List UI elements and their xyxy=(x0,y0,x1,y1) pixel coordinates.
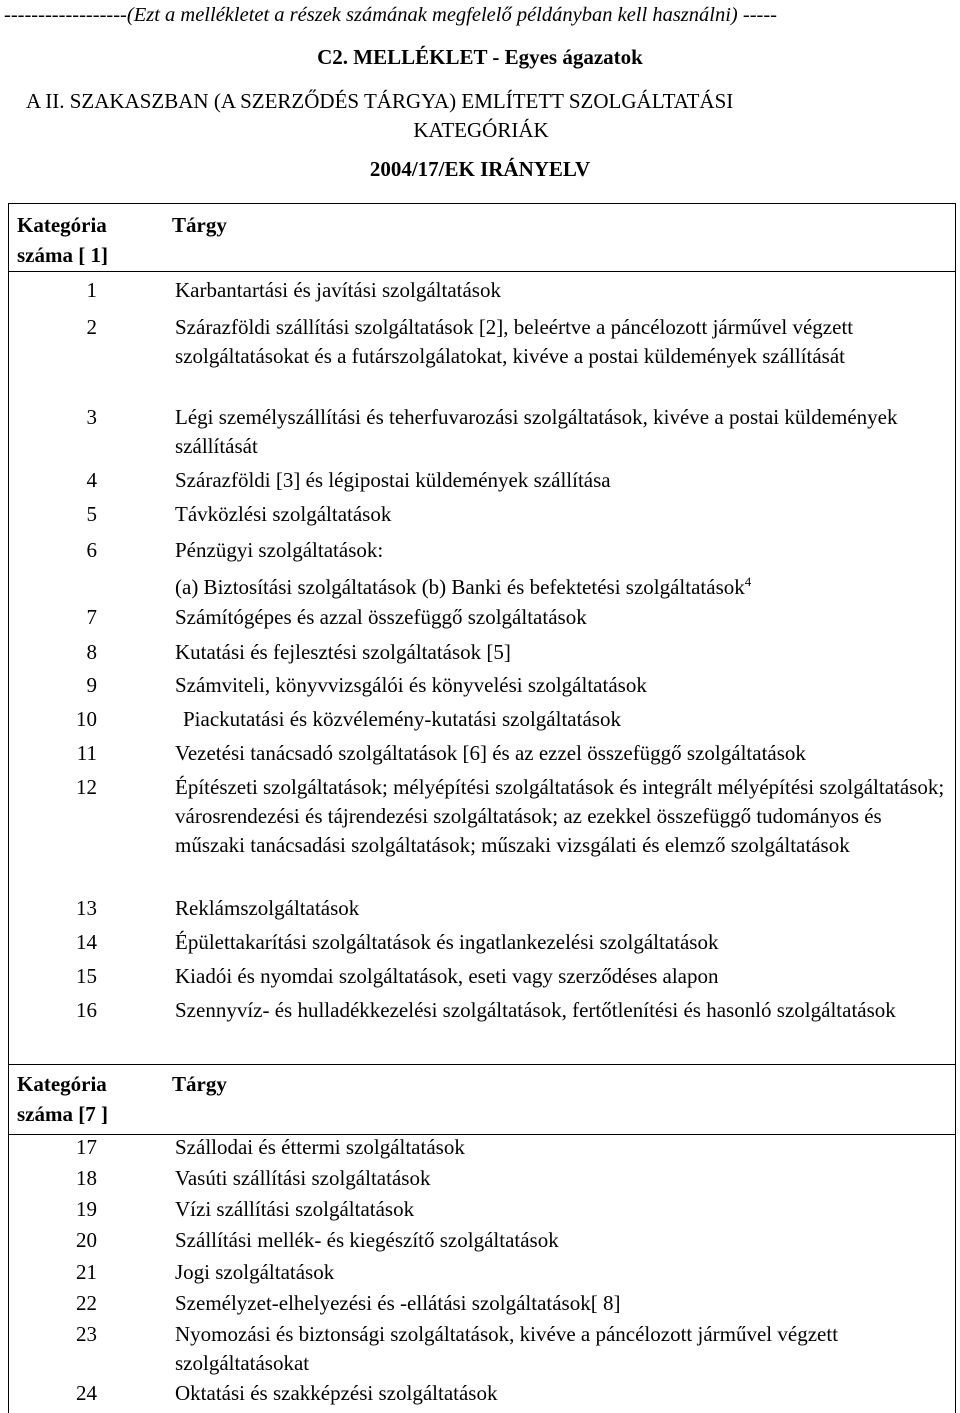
row-number: 7 xyxy=(86,605,97,629)
row-text: Szennyvíz- és hulladékkezelési szolgáltatások, fertőtlenítési és hasonló szolgáltatások xyxy=(175,998,896,1022)
row-number: 6 xyxy=(86,538,97,562)
row-text: Nyomozási és biztonsági szolgáltatások, kivéve a páncélozott járművel végzett szolgáltatásokat xyxy=(175,1322,839,1375)
directive-text: 2004/17/EK IRÁNYELV xyxy=(369,157,591,181)
header-category-number xyxy=(17,210,147,270)
row-text: Számviteli, könyvvizsgálói és könyvelési szolgáltatások xyxy=(175,673,647,697)
row-text: Vasúti szállítási szolgáltatások xyxy=(175,1166,431,1190)
directive-title xyxy=(0,157,960,182)
row-number: 14 xyxy=(76,930,97,954)
row-text: Kiadói és nyomdai szolgáltatások, eseti vagy szerződéses alapon xyxy=(175,964,719,988)
footnote-marker: 4 xyxy=(744,574,752,589)
row-number: 16 xyxy=(76,998,97,1022)
row-text: Vízi szállítási szolgáltatások xyxy=(175,1197,415,1221)
row-number: 23 xyxy=(76,1322,97,1346)
row-number: 21 xyxy=(76,1260,97,1284)
row-number: 22 xyxy=(76,1291,97,1315)
row-text: Építészeti szolgáltatások; mélyépítési szolgáltatások és integrált mélyépítési szolgáltatások; városrendezési és tájrendezési szolgáltatások; az ezekkel összefüggő tudományos és műszaki tanácsadási szolgáltatások; műszaki vizsgálati és elemző szolgáltatások xyxy=(175,775,945,857)
row-text: Szállodai és éttermi szolgáltatások xyxy=(175,1135,465,1159)
row-number: 4 xyxy=(86,468,97,492)
header-category-label: Kategória xyxy=(17,213,107,237)
row-number: 11 xyxy=(76,741,97,765)
row-text: Vezetési tanácsadó szolgáltatások [6] és az ezzel összefüggő szolgáltatások xyxy=(175,741,806,765)
row-text-sub xyxy=(175,573,945,602)
row-text: Épülettakarítási szolgáltatások és ingatlankezelési szolgáltatások xyxy=(175,930,719,954)
row-number: 2 xyxy=(86,315,97,339)
row-text: Számítógépes és azzal összefüggő szolgáltatások xyxy=(175,605,587,629)
row-text: Szárazföldi szállítási szolgáltatások [2], beleértve a páncélozott járművel végzett szolgáltatásokat és a futárszolgálatokat, kivéve a postai küldemények szállítását xyxy=(175,315,854,368)
row-text: Piackutatási és közvélemény-kutatási szolgáltatások xyxy=(183,707,621,731)
row-number: 17 xyxy=(76,1135,97,1159)
section-title xyxy=(26,87,936,145)
row-number: 12 xyxy=(76,775,97,799)
row-number: 15 xyxy=(76,964,97,988)
row-text-sub-content: (a) Biztosítási szolgáltatások (b) Banki és befektetési szolgáltatások xyxy=(175,575,745,599)
header-category-number-label: száma [ 1] xyxy=(17,243,108,267)
section-title-line1: A II. SZAKASZBAN (A SZERZŐDÉS TÁRGYA) EMLÍTETT SZOLGÁLTATÁSI xyxy=(26,89,734,113)
row-number: 8 xyxy=(86,640,97,664)
row-number: 10 xyxy=(76,707,97,731)
row-text: Távközlési szolgáltatások xyxy=(175,502,392,526)
row-text xyxy=(175,536,945,602)
row-number: 18 xyxy=(76,1166,97,1190)
row-number: 20 xyxy=(76,1228,97,1252)
header-category-number xyxy=(17,1069,147,1129)
row-number: 13 xyxy=(76,896,97,920)
row-number: 5 xyxy=(86,502,97,526)
row-text: Légi személyszállítási és teherfuvarozási szolgáltatások, kivéve a postai küldemények szállítását xyxy=(175,405,898,458)
header-category-label: Kategória xyxy=(17,1072,107,1096)
row-number: 9 xyxy=(86,673,97,697)
section-title-line2: KATEGÓRIÁK xyxy=(413,118,549,142)
row-text: Személyzet-elhelyezési és -ellátási szolgáltatások[ 8] xyxy=(175,1291,621,1315)
row-number: 3 xyxy=(86,405,97,429)
row-text: Szállítási mellék- és kiegészítő szolgáltatások xyxy=(175,1228,559,1252)
header-subject: Tárgy xyxy=(172,1072,227,1096)
row-number: 1 xyxy=(86,278,97,302)
header-category-number-label: száma [7 ] xyxy=(17,1102,108,1126)
row-text: Szárazföldi [3] és légipostai küldemények szállítása xyxy=(175,468,611,492)
row-text: Jogi szolgáltatások xyxy=(175,1260,335,1284)
row-text-main: Pénzügyi szolgáltatások: xyxy=(175,538,384,562)
table-header xyxy=(9,1064,955,1135)
row-number: 24 xyxy=(76,1381,97,1405)
row-text: Kutatási és fejlesztési szolgáltatások [5] xyxy=(175,640,511,664)
category-table xyxy=(8,203,956,1413)
top-note: ------------------(Ezt a mellékletet a részek számának megfelelő példányban kell használni) ----- xyxy=(4,4,777,26)
header-subject: Tárgy xyxy=(172,213,227,237)
annex-title: C2. MELLÉKLET - Egyes ágazatok xyxy=(317,45,643,69)
row-text: Oktatási és szakképzési szolgáltatások xyxy=(175,1381,498,1405)
row-text: Reklámszolgáltatások xyxy=(175,896,360,920)
row-text: Karbantartási és javítási szolgáltatások xyxy=(175,278,501,302)
table-header xyxy=(9,204,955,272)
row-number: 19 xyxy=(76,1197,97,1221)
